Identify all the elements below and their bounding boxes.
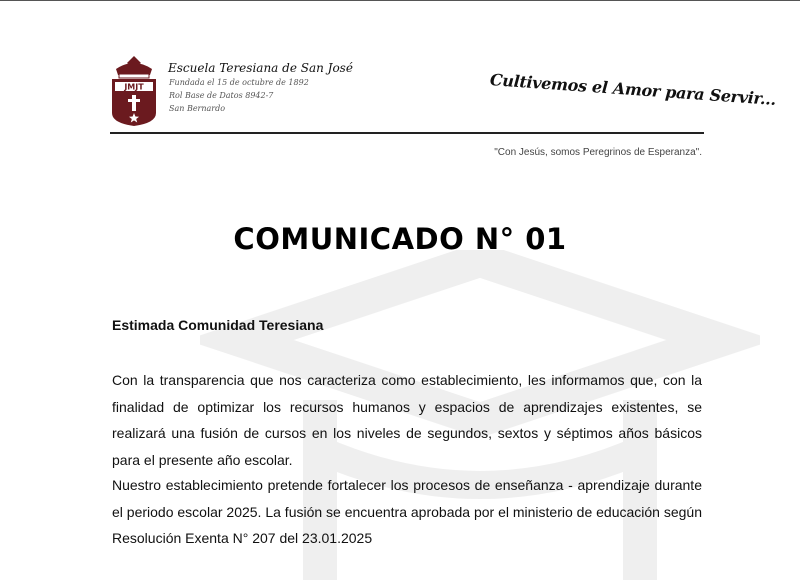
svg-text:JMJT: JMJT [124, 82, 144, 92]
tagline: "Con Jesús, somos Peregrinos de Esperanza". [494, 147, 702, 158]
school-name: Escuela Teresiana de San José [168, 61, 353, 75]
top-border [0, 0, 800, 1]
school-motto: Cultivemos el Amor para Servir... [489, 70, 777, 109]
paragraph-2: Nuestro establecimiento pretende fortalecer los procesos de enseñanza - aprendizaje durante el periodo escolar 2025. La fusión se encuentra aprobada por el ministerio de educación según Resolución Exenta N° 207 del 23.01.2025 [112, 477, 702, 546]
paragraph-1: Con la transparencia que nos caracteriza como establecimiento, les informamos que, con la finalidad de optimizar los recursos humanos y espacios de aprendizajes existentes, se realizará una fusión de cursos en los niveles de segundos, sextos y séptimos años básicos para el presente año escolar. [112, 372, 702, 468]
header-divider [110, 132, 704, 134]
rbd-number: Rol Base de Datos 8942-7 [169, 91, 274, 100]
founded-date: Fundada el 15 de octubre de 1892 [169, 78, 309, 87]
document-title: COMUNICADO N° 01 [233, 222, 567, 256]
school-crest-logo [110, 55, 158, 127]
school-city: San Bernardo [169, 104, 226, 113]
salutation: Estimada Comunidad Teresiana [112, 317, 324, 333]
